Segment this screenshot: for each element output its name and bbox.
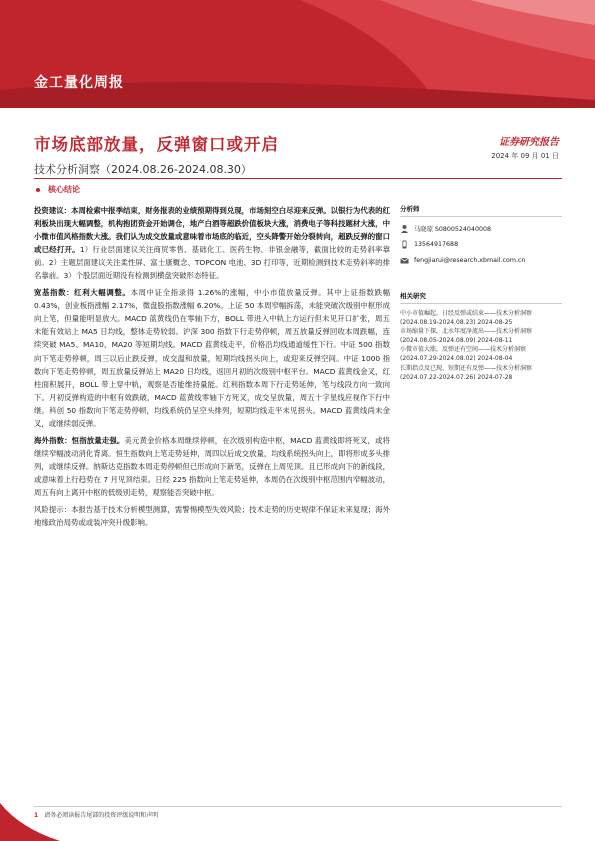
analyst-name-row <box>400 223 562 233</box>
section-label <box>36 184 80 195</box>
related-research-item[interactable]: 小微市值大涨，反弹还有空间——技术分析洞察(2024.07.29-2024.08.02) 2024-08-04 <box>400 346 527 363</box>
footer-disclaimer: 请务必阅读报告尾部的投资评级说明和声明 <box>44 812 159 819</box>
paragraph-text: 1）行业层面建议关注商贸零售、基础化工、医药生物、非银金融等，截面比较的走势斜率靠前。2）主题层面建议关注柔性屏、富士康概念、TOPCON 电池、3D 打印等，近期检测到技术走势斜率的排名靠前。3）个股层面近期没有检测到横盘突破形态特征。 <box>34 245 390 281</box>
related-research-item[interactable]: 长期指点及已现，短期还有反弹——技术分析洞察(2024.07.22-2024.07.26) 2024-07-28 <box>400 364 533 381</box>
analyst-email[interactable]: fengjiarui@research.xbmail.com.cn <box>414 256 526 264</box>
analyst-phone: 13564917688 <box>414 240 459 248</box>
related-research-heading: 相关研究 <box>400 291 562 304</box>
related-research-item[interactable]: 中小市值崛起，日经反弹或结束——技术分析洞察(2024.08.19-2024.08.23) 2024-08-25 <box>400 310 533 327</box>
footer-divider <box>34 806 562 807</box>
title-divider <box>34 178 562 179</box>
related-research-list <box>400 309 562 382</box>
section-label-text: 核心结论 <box>48 185 80 194</box>
footer <box>34 810 158 819</box>
paragraph-broad-index <box>34 286 390 430</box>
paragraph-lead: 投资建议：本周检索中报季结束，财务报表的业绩预期得到兑现，市场刻空白尽迎来反弹。以银行为代表的红利板块出现大幅调整，机构抱团资金开始调仓，地产白酒等超跌价值板块大涨，消费电子等科技题材大涨，中小微市值风格指数大涨。我们认为成交放量或意味着市场底的临近，空头降警开始分裂转向，超跌反弹的窗口或已经打开。 <box>34 206 390 255</box>
page-number: 1 <box>34 812 39 819</box>
person-icon <box>400 224 409 233</box>
header-banner <box>0 0 595 108</box>
report-title: 市场底部放量，反弹窗口或开启 <box>34 135 279 154</box>
paragraph-lead: 宽基指数：红利大幅调整。 <box>34 288 131 298</box>
main-body <box>34 204 390 533</box>
report-date: 2024 年 09 月 01 日 <box>491 152 559 160</box>
paragraph-investment <box>34 204 390 282</box>
report-type: 证券研究报告 <box>499 137 559 148</box>
bullet-dot-icon <box>36 188 40 192</box>
paragraph-overseas <box>34 434 390 499</box>
email-icon <box>400 256 409 265</box>
paragraph-text: 美元黄金价格本周继续停顿，在次级别构造中枢，MACD 蓝黄线即将死叉，或将继续窄幅波动消化背离。恒生指数向上笔走势延伸，周四以后成交放量，均线系统拐头向上，即将形成多头排列，或继续反弹。纳斯达克指数本周走势停顿但已形成向下新笔，反弹在上周见顶。且已形成向下的新线段，或意味着上行趋势在 7 月见顶结束。日经 225 指数向上笔走势延伸，本周仍在次级别中枢范围内窄幅波动，周五有向上离开中枢的低级别走势，观察能否突破中枢。 <box>34 435 390 497</box>
related-research-item[interactable]: 市场缩量下探，北水年度净流出——技术分析洞察(2024.08.05-2024.08.09) 2024-08-11 <box>400 328 533 345</box>
analyst-email-row <box>400 255 562 265</box>
paragraph-text: 本周中证全指录得 1.26%的涨幅，中小市值放量反弹。其中上证指数跌幅 0.43%，创业板指涨幅 2.17%，微盘股指数涨幅 6.20%。上证 50 本周窄幅拆荡，未能突破次级别中枢形成向上笔，但量能明显放大。MACD 蓝黄线仍在零轴下方，BOLL 带进入中轨上方运行但未见开口扩张，周五未能有效站上 MA5 日均线，整体走势较弱。沪深 300 指数下行走势停顿，周五放量反弹回收本周跌幅，连续突破 MA5、MA10、MA20 等短期均线。MACD 蓝黄线走平，价格沿均线通道缓性下行。中证 500 指数向下笔走势停顿，周三以后止跌反弹，成交温和放量，短期均线拐头向上，或迎来反弹空间。中证 1000 指数向下笔走势停顿，周五放量反弹站上 MA20 日均线，返回月初的次级别中枢平台。MACD 蓝黄线金叉，红柱面积展开，BOLL 带上穿中轨，观察是否能维持量能。红利指数本周下行走势延伸，笔与线段方向一致向下。月初反弹构造的中枢有效跌破，MACD 蓝黄线零轴下方死叉，成交呈放量，周五十字星线应视作下行中继。科创 50 指数向下笔走势停顿，均线系统仍呈空头排列，短期均线走平未见拐头。MACD 蓝黄线尚未金叉，或继续弱反弹。 <box>34 288 390 428</box>
analyst-heading: 分析师 <box>400 204 562 217</box>
paragraph-lead: 海外指数：恒指放量走强。 <box>34 435 125 445</box>
phone-icon <box>400 240 409 249</box>
analyst-name: 马晓琼 S0800524040008 <box>414 225 491 233</box>
sidebar <box>400 204 562 382</box>
report-subtitle: 技术分析洞察（2024.08.26-2024.08.30） <box>34 163 252 176</box>
banner-title: 金工量化周报 <box>34 75 124 91</box>
paragraph-risk: 风险提示：本报告基于技术分析模型测算，需警惕模型失效风险；技术走势的历史规律不保证未来复现；海外地缘政治局势或或装冲突升级影响。 <box>34 505 390 528</box>
analyst-phone-row <box>400 239 562 249</box>
footer-swoosh-decoration <box>0 798 60 841</box>
